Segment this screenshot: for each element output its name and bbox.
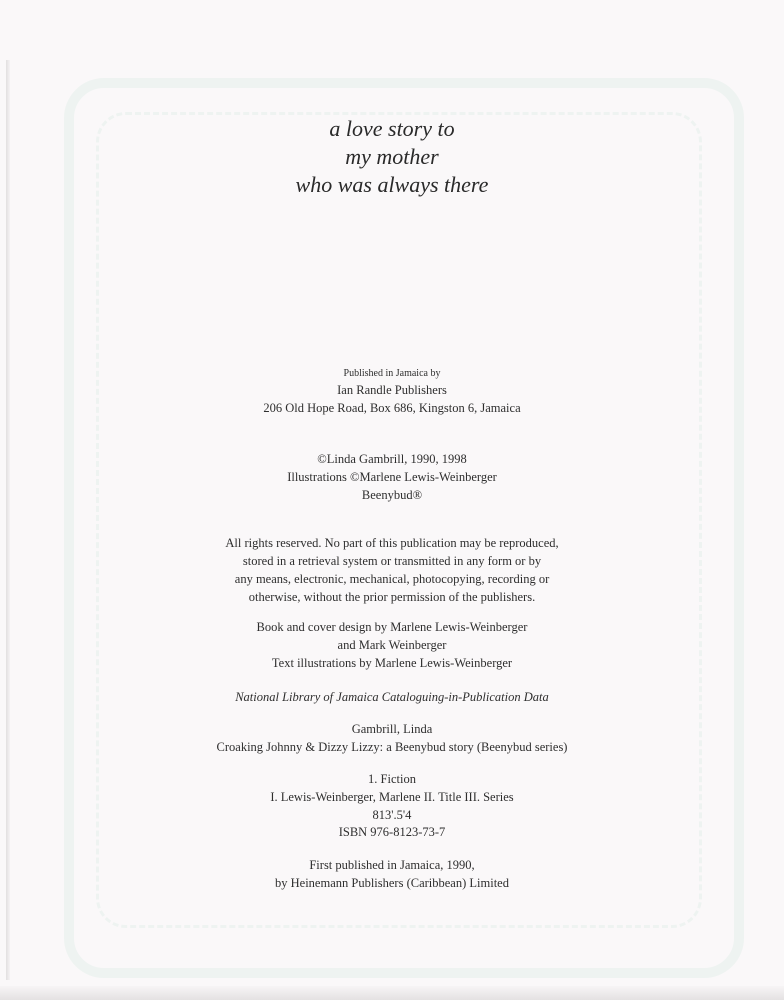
first-published-line-2: by Heinemann Publishers (Caribbean) Limited [275,876,509,890]
rights-line-2: stored in a retrieval system or transmitted in any form or by [242,554,542,568]
cip-isbn: ISBN 976-8123-73-7 [338,825,446,839]
dedication-line-1: a love story to [329,116,455,141]
copyright-line-3: Beenybud® [361,488,423,502]
cip-subject: 1. Fiction [368,772,416,786]
cip-heading: National Library of Jamaica Cataloguing-in-Publication Data [235,690,549,704]
credits-line-1: Book and cover design by Marlene Lewis-Weinberger [256,620,528,634]
rights-line-4: otherwise, without the prior permission of the publishers. [248,590,536,604]
publisher-address: 206 Old Hope Road, Box 686, Kingston 6, Jamaica [263,401,521,415]
copyright-line-1: ©Linda Gambrill, 1990, 1998 [317,452,467,466]
credits-line-2: and Mark Weinberger [337,638,447,652]
rights-line-1: All rights reserved. No part of this publication may be reproduced, [225,536,559,550]
cip-entries: I. Lewis-Weinberger, Marlene II. Title III. Series [270,790,514,804]
credits-line-3: Text illustrations by Marlene Lewis-Weinberger [271,656,513,670]
page-bottom-shadow [0,986,784,1000]
dedication-line-3: who was always there [295,172,489,197]
copyright-line-2: Illustrations ©Marlene Lewis-Weinberger [287,470,497,484]
published-in-label: Published in Jamaica by [343,368,441,379]
rights-line-3: any means, electronic, mechanical, photocopying, recording or [234,572,550,586]
first-published-line-1: First published in Jamaica, 1990, [309,858,475,872]
cip-class: 813'.5'4 [372,808,412,822]
cip-author: Gambrill, Linda [351,722,433,736]
page-edge-shadow [6,60,10,980]
cip-title: Croaking Johnny & Dizzy Lizzy: a Beenybud story (Beenybud series) [216,740,568,754]
publisher-name: Ian Randle Publishers [337,383,447,397]
dedication-line-2: my mother [345,144,439,169]
